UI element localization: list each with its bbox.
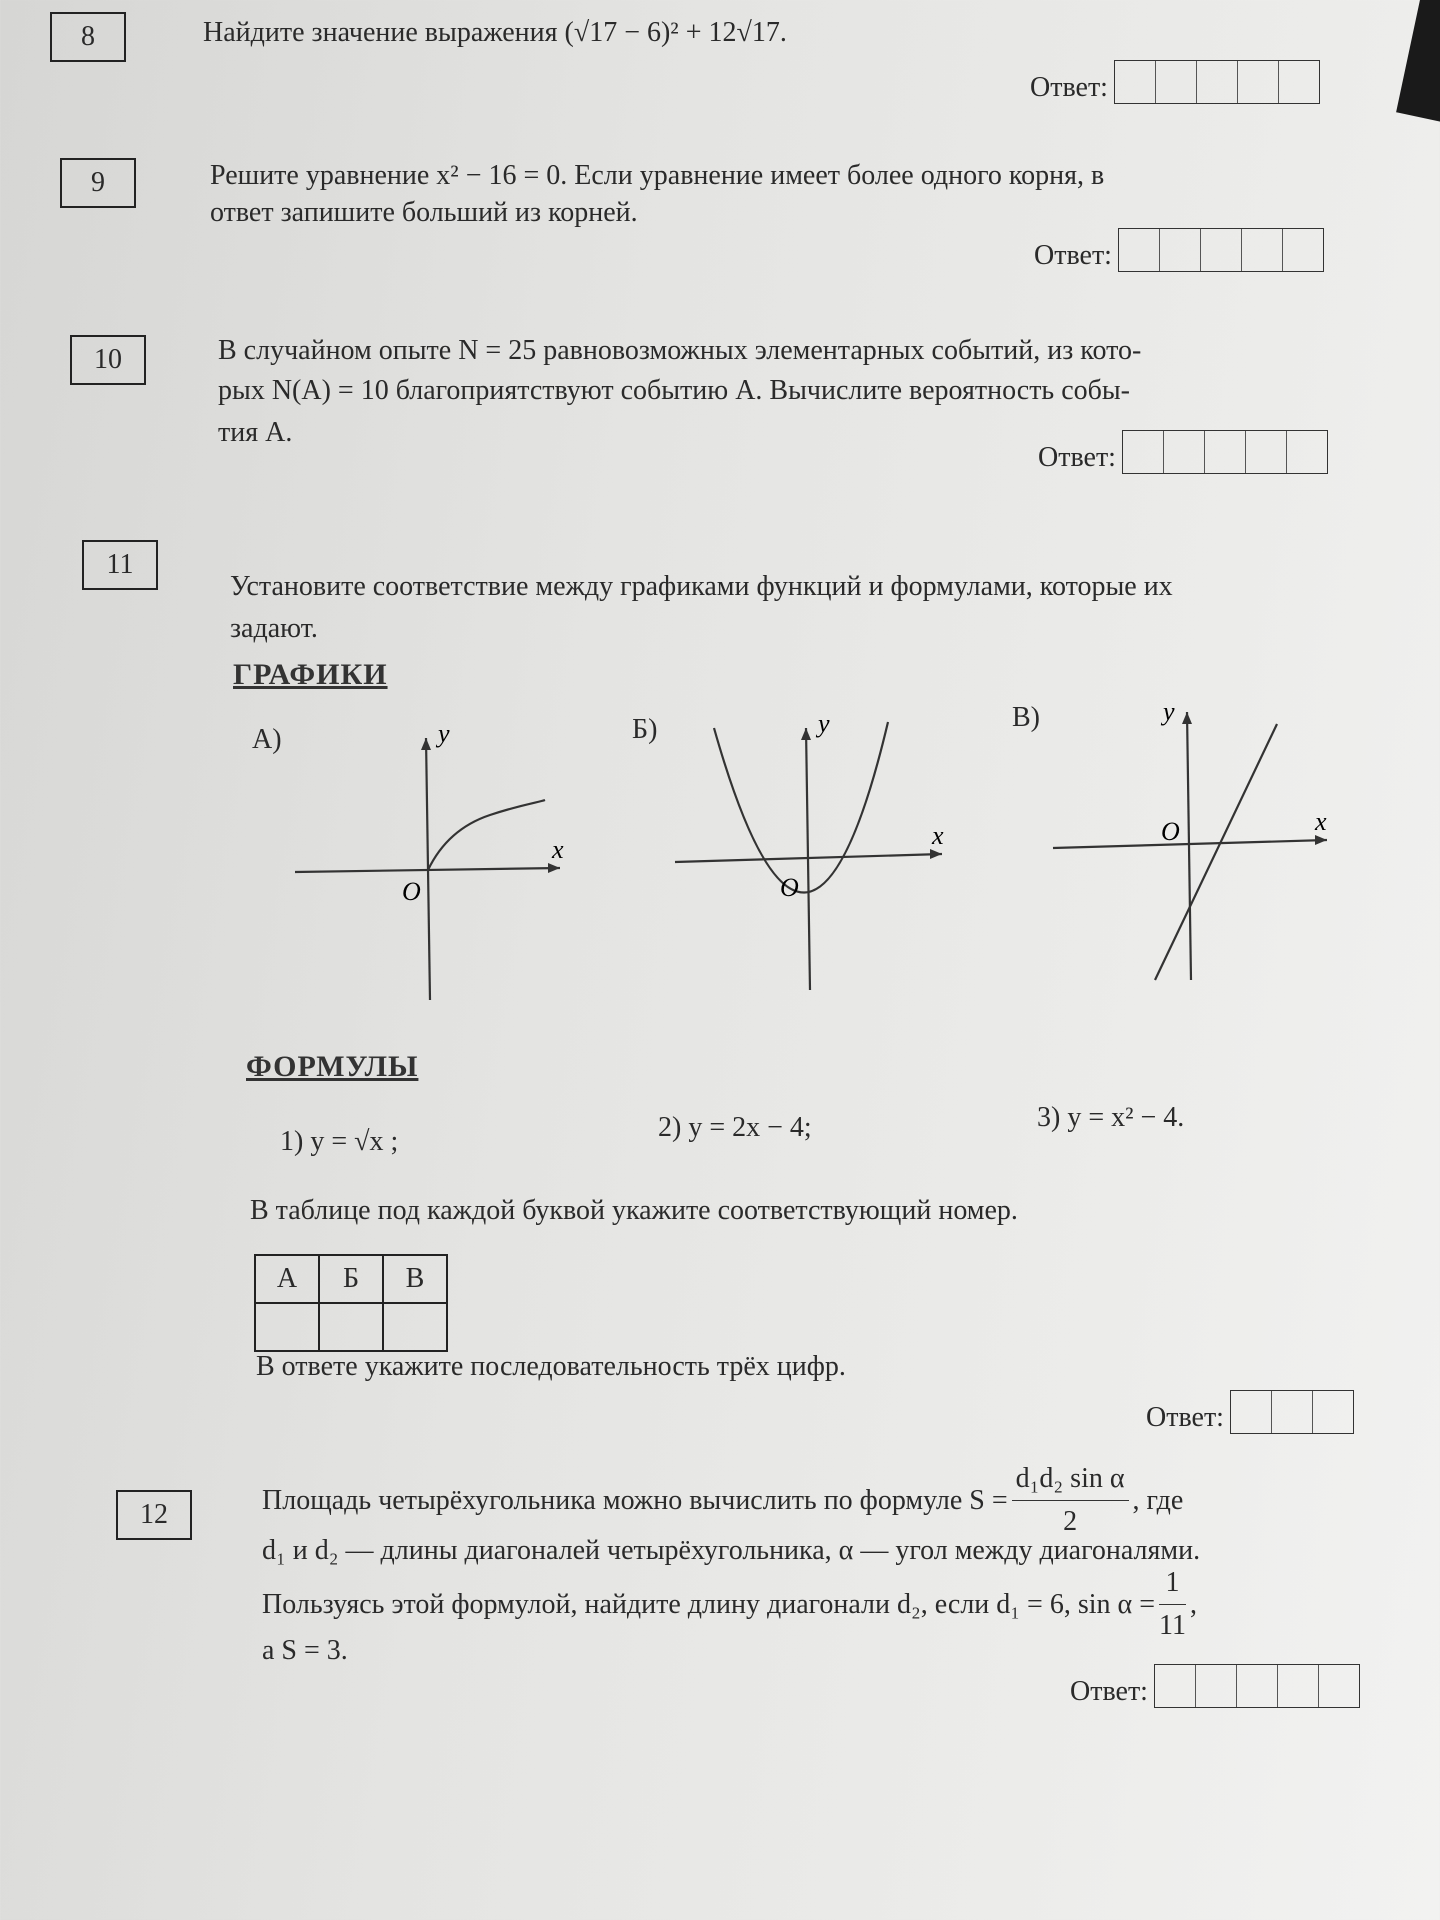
task11-answer	[1146, 1390, 1354, 1434]
task10-line2: рых N(A) = 10 благоприятствуют событию A. Вычислите вероятность собы-	[218, 375, 1131, 406]
graph-label-a: А)	[252, 724, 282, 755]
task8-answer	[1030, 60, 1320, 104]
task9-line2: ответ запишите больший из корней.	[210, 197, 638, 228]
task10-line3: тия A.	[218, 417, 293, 448]
table-cell-c[interactable]	[383, 1303, 447, 1351]
task8-text: Найдите значение выражения (√17 − 6)² + 12√17.	[203, 17, 787, 48]
task12-line1-end: , где	[1132, 1484, 1184, 1516]
table-header-b: Б	[319, 1255, 383, 1303]
sin-fraction	[1159, 1562, 1186, 1647]
answer-label: Ответ:	[1146, 1402, 1224, 1433]
formula-1: 1) y = √x ;	[280, 1126, 399, 1157]
task11-line2: задают.	[230, 613, 318, 644]
graphs-heading: ГРАФИКИ	[233, 658, 388, 691]
task12-line2: d₁ и d₂ — длины диагоналей четырёхугольника, α — угол между диагоналями.	[262, 1535, 1201, 1566]
graph-a-sqrt	[290, 720, 580, 1010]
task-number-12: 12	[116, 1490, 192, 1540]
task12-line3-end: ,	[1189, 1588, 1197, 1620]
graph-c-line	[1045, 700, 1335, 990]
task9-answer	[1034, 228, 1324, 272]
task-number-10: 10	[70, 335, 146, 385]
fraction-numerator: 1	[1159, 1562, 1186, 1605]
task9-line1: Решите уравнение x² − 16 = 0. Если уравнение имеет более одного корня, в	[210, 160, 1105, 191]
task-number-11: 11	[82, 540, 158, 590]
answer-boxes[interactable]	[1122, 430, 1328, 474]
graph-label-c: В)	[1012, 702, 1040, 733]
table-cell-a[interactable]	[255, 1303, 319, 1351]
task10-answer	[1038, 430, 1328, 474]
sequence-note: В ответе укажите последовательность трёх цифр.	[256, 1351, 846, 1382]
task12-line3	[262, 1562, 1197, 1647]
task12-line4: а S = 3.	[262, 1635, 348, 1666]
dark-corner-object	[1396, 0, 1440, 125]
task-number-8: 8	[50, 12, 126, 62]
axis-x-label: x	[932, 821, 944, 850]
axis-x-label: x	[552, 835, 564, 864]
fraction-numerator: d₁d₂ sin α	[1012, 1458, 1129, 1501]
axis-x-label: x	[1315, 807, 1327, 836]
table-header-c: В	[383, 1255, 447, 1303]
table-cell-b[interactable]	[319, 1303, 383, 1351]
fraction-denominator: 11	[1158, 1610, 1186, 1641]
task10-line1: В случайном опыте N = 25 равновозможных элементарных событий, из кото-	[218, 335, 1142, 366]
graph-b-parabola	[670, 710, 960, 1000]
axis-y-label: y	[438, 720, 450, 748]
match-table	[254, 1254, 448, 1352]
table-header-a: А	[255, 1255, 319, 1303]
formulas-heading: ФОРМУЛЫ	[246, 1050, 419, 1083]
answer-label: Ответ:	[1034, 240, 1112, 271]
task12-answer	[1070, 1664, 1360, 1708]
formula-2: 2) y = 2x − 4;	[658, 1112, 812, 1143]
table-instruction: В таблице под каждой буквой укажите соответствующий номер.	[250, 1195, 1018, 1226]
origin-label: O	[780, 873, 799, 902]
formula-3: 3) y = x² − 4.	[1037, 1102, 1185, 1133]
answer-boxes[interactable]	[1118, 228, 1324, 272]
graph-label-b: Б)	[632, 714, 658, 745]
answer-label: Ответ:	[1038, 442, 1116, 473]
answer-boxes[interactable]	[1230, 1390, 1354, 1434]
task-number-9: 9	[60, 158, 136, 208]
fraction-denominator: 2	[1063, 1506, 1078, 1537]
task12-line3-text: Пользуясь этой формулой, найдите длину диагонали d₂, если d₁ = 6, sin α =	[262, 1588, 1155, 1620]
axis-y-label: y	[818, 710, 830, 738]
answer-boxes[interactable]	[1114, 60, 1320, 104]
origin-label: O	[1161, 817, 1180, 846]
origin-label: O	[402, 877, 421, 906]
answer-label: Ответ:	[1030, 72, 1108, 103]
task12-line1-text: Площадь четырёхугольника можно вычислить по формуле S =	[262, 1484, 1008, 1516]
axis-y-label: y	[1163, 700, 1175, 726]
task11-line1: Установите соответствие между графиками функций и формулами, которые их	[230, 571, 1173, 602]
answer-label: Ответ:	[1070, 1676, 1148, 1707]
answer-boxes[interactable]	[1154, 1664, 1360, 1708]
